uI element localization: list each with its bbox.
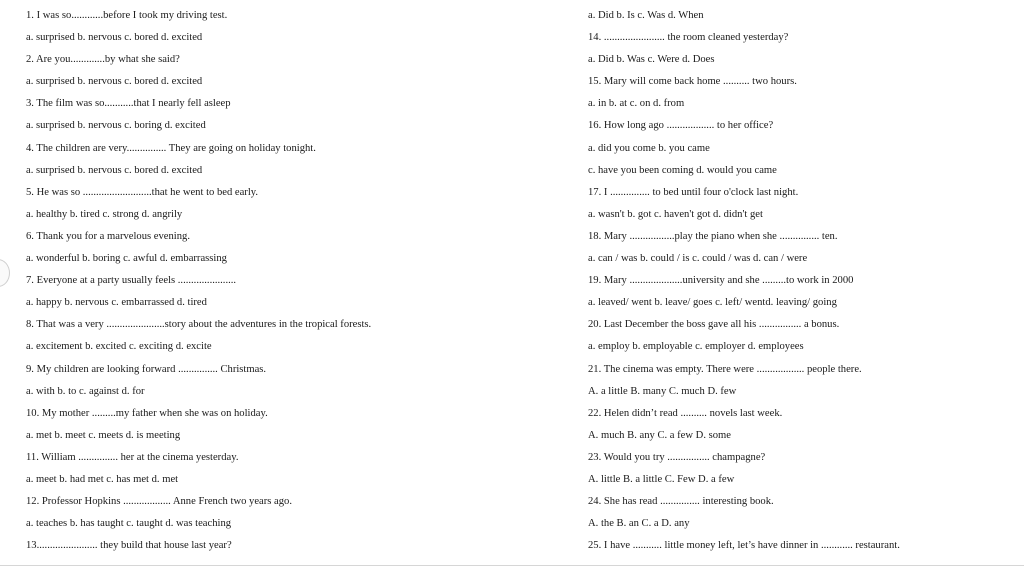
left-column-line: 8. That was a very ......................story about the adventures in the tropical forests.: [26, 319, 372, 331]
right-column-line: 17. I ............... to bed until four o'clock last night.: [588, 186, 799, 198]
right-column-line: A. the B. an C. a D. any: [588, 518, 690, 530]
left-column-line: a. excitement b. excited c. exciting d. excite: [26, 341, 212, 353]
left-column-line: 10. My mother .........my father when she was on holiday.: [26, 407, 268, 419]
left-column-line: a. surprised b. nervous c. bored d. excited: [26, 76, 203, 88]
right-column-line: a. leaved/ went b. leave/ goes c. left/ wentd. leaving/ going: [588, 297, 837, 309]
right-column-line: a. Did b. Was c. Were d. Does: [588, 54, 715, 66]
left-column-line: 11. William ............... her at the cinema yesterday.: [26, 451, 239, 463]
right-column-line: 19. Mary ....................university and she .........to work in 2000: [588, 275, 854, 287]
left-column-line: 13....................... they build that house last year?: [26, 540, 232, 552]
left-column-line: a. met b. meet c. meets d. is meeting: [26, 429, 181, 441]
right-column-line: a. wasn't b. got c. haven't got d. didn't get: [588, 208, 763, 220]
left-column-line: a. meet b. had met c. has met d. met: [26, 473, 179, 485]
left-column-line: 9. My children are looking forward ............... Christmas.: [26, 363, 267, 375]
right-column-line: 15. Mary will come back home .......... two hours.: [588, 76, 797, 88]
right-column-line: A. little B. a little C. Few D. a few: [588, 473, 735, 485]
left-column-line: 2. Are you.............by what she said?: [26, 54, 180, 66]
left-column-line: a. teaches b. has taught c. taught d. was teaching: [26, 518, 232, 530]
right-column-line: A. a little B. many C. much D. few: [588, 385, 737, 397]
right-column-line: 18. Mary .................play the piano when she ............... ten.: [588, 230, 838, 242]
left-column-line: a. happy b. nervous c. embarrassed d. tired: [26, 297, 207, 309]
left-column-line: a. surprised b. nervous c. boring d. excited: [26, 120, 206, 132]
left-column-line: 1. I was so............before I took my driving test.: [26, 10, 228, 21]
left-column: [26, 5, 546, 557]
left-column-line: a. healthy b. tired c. strong d. angrily: [26, 208, 183, 220]
right-column-line: c. have you been coming d. would you came: [588, 164, 777, 176]
left-column-line: 5. He was so ..........................that he went to bed early.: [26, 186, 259, 198]
right-column-line: 22. Helen didn’t read .......... novels last week.: [588, 407, 783, 419]
right-column-line: a. can / was b. could / is c. could / was d. can / were: [588, 253, 808, 265]
left-column-line: a. with b. to c. against d. for: [26, 385, 145, 397]
left-column-line: a. surprised b. nervous c. bored d. excited: [26, 164, 203, 176]
page-edge-marker: [0, 259, 10, 287]
left-column-line: a. surprised b. nervous c. bored d. excited: [26, 32, 203, 44]
right-column: [588, 5, 1008, 557]
left-column-line: a. wonderful b. boring c. awful d. embarrassing: [26, 253, 227, 265]
bottom-divider: [0, 565, 1024, 566]
right-column-line: a. did you come b. you came: [588, 142, 710, 154]
left-column-line: 4. The children are very............... They are going on holiday tonight.: [26, 142, 316, 154]
left-column-line: 7. Everyone at a party usually feels ......................: [26, 275, 237, 287]
left-column-line: 3. The film was so...........that I nearly fell asleep: [26, 98, 231, 110]
right-column-line: 25. I have ........... little money left, let’s have dinner in ............ restaurant.: [588, 540, 900, 552]
right-column-line: A. much B. any C. a few D. some: [588, 429, 731, 441]
right-column-line: a. employ b. employable c. employer d. employees: [588, 341, 804, 353]
right-column-line: 14. ....................... the room cleaned yesterday?: [588, 32, 789, 44]
right-column-line: 20. Last December the boss gave all his ................ a bonus.: [588, 319, 840, 331]
right-column-line: 23. Would you try ................ champagne?: [588, 451, 766, 463]
right-column-line: 24. She has read ............... interesting book.: [588, 496, 774, 508]
right-column-line: a. Did b. Is c. Was d. When: [588, 10, 704, 21]
right-column-line: 16. How long ago .................. to her office?: [588, 120, 774, 132]
left-column-line: 12. Professor Hopkins .................. Anne French two years ago.: [26, 496, 292, 508]
right-column-line: 21. The cinema was empty. There were .................. people there.: [588, 363, 862, 375]
right-column-line: a. in b. at c. on d. from: [588, 98, 685, 110]
left-column-line: 6. Thank you for a marvelous evening.: [26, 230, 190, 242]
